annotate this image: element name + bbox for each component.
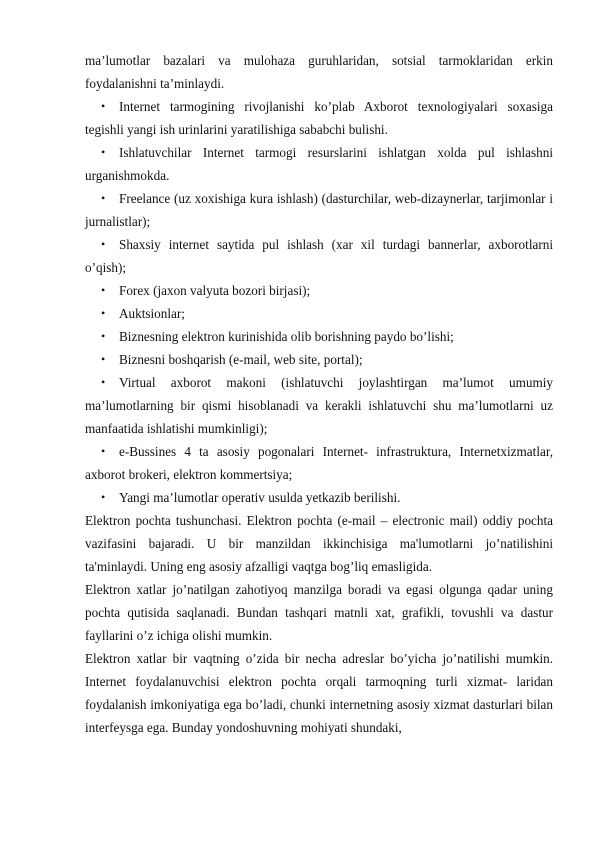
list-item bbox=[85, 233, 553, 279]
bullet-icon: • bbox=[101, 490, 106, 504]
bullet-icon: • bbox=[101, 237, 106, 251]
list-item-text: Virtual axborot makoni (ishlatuvchi joylashtirgan ma’lumot umumiy ma’lumotlarning bir qismi hisoblanadi va kerakli ishlatuvchi shu ma’lumotlarni uz manfaatida ishlatishi mumkinligi); bbox=[85, 375, 553, 436]
list-item-text: e-Bussines 4 ta asosiy pogonalari Internet- infrastruktura, Internetxizmatlar, axborot brokeri, elektron kommertsiya; bbox=[85, 444, 553, 482]
list-item bbox=[85, 279, 553, 302]
list-item-text: Forex (jaxon valyuta bozori birjasi); bbox=[119, 283, 311, 298]
list-item-text: Auktsionlar; bbox=[119, 306, 185, 321]
list-item-text: Ishlatuvchilar Internet tarmogi resurslarini ishlatgan xolda pul ishlashni urganishmokda. bbox=[85, 145, 553, 183]
list-item-text: Shaxsiy internet saytida pul ishlash (xar xil turdagi bannerlar, axborotlarni o’qish); bbox=[85, 237, 553, 275]
bullet-icon: • bbox=[101, 444, 106, 458]
list-item-text: Biznesning elektron kurinishida olib borishning paydo bo’lishi; bbox=[119, 329, 454, 344]
list-item bbox=[85, 187, 553, 233]
email-multiple-addresses-paragraph: Elektron xatlar bir vaqtning o’zida bir necha adreslar bo’yicha jo’natilishi mumkin. Internet foydalanuvchisi elektron pochta orqali tarmoqning turli xizmat- laridan foydalanish imkoniyatiga ega bo’ladi, chunki internetning asosiy xizmat dasturlari bilan interfeysga ega. Bunday yondoshuvning mohiyati shundaki, bbox=[85, 651, 553, 735]
list-item-text: Internet tarmogining rivojlanishi ko’plab Axborot texnologiyalari soxasiga tegishli yangi ish urinlarini yaratilishiga sababchi bulishi. bbox=[85, 99, 553, 137]
bullet-icon: • bbox=[101, 306, 106, 320]
bullet-icon: • bbox=[101, 99, 106, 113]
list-item bbox=[85, 348, 553, 371]
bullet-icon: • bbox=[101, 283, 106, 297]
bullet-icon: • bbox=[101, 191, 106, 205]
bullet-icon: • bbox=[101, 329, 106, 343]
list-item bbox=[85, 440, 553, 486]
list-item bbox=[85, 302, 553, 325]
document-body bbox=[85, 49, 553, 739]
bullet-icon: • bbox=[101, 352, 106, 366]
list-item-text: Biznesni boshqarish (e-mail, web site, portal); bbox=[119, 352, 363, 367]
list-item bbox=[85, 325, 553, 348]
list-item-text: Yangi ma’lumotlar operativ usulda yetkazib berilishi. bbox=[119, 490, 401, 505]
list-item bbox=[85, 95, 553, 141]
email-definition-paragraph: Elektron pochta tushunchasi. Elektron pochta (e-mail – electronic mail) oddiy pochta vazifasini bajaradi. U bir manzildan ikkinchisiga ma'lumotlarni jo’natilishini ta'minlaydi. Uning eng asosiy afzalligi vaqtga bog’liq emasligida. bbox=[85, 513, 553, 574]
bullet-icon: • bbox=[101, 145, 106, 159]
list-item bbox=[85, 141, 553, 187]
bullet-icon: • bbox=[101, 375, 106, 389]
list-item bbox=[85, 486, 553, 509]
intro-paragraph: ma’lumotlar bazalari va mulohaza guruhlaridan, sotsial tarmoklaridan erkin foydalanishni ta’minlaydi. bbox=[85, 53, 553, 91]
list-item bbox=[85, 371, 553, 440]
email-delivery-paragraph: Elektron xatlar jo’natilgan zahotiyoq manzilga boradi va egasi olgunga qadar uning pochta qutisida saqlanadi. Bundan tashqari matnli xat, grafikli, tovushli va dastur fayllarini o’z ichiga olishi mumkin. bbox=[85, 582, 553, 643]
list-item-text: Freelance (uz xoxishiga kura ishlash) (dasturchilar, web-dizaynerlar, tarjimonlar i jurnalistlar); bbox=[85, 191, 553, 229]
